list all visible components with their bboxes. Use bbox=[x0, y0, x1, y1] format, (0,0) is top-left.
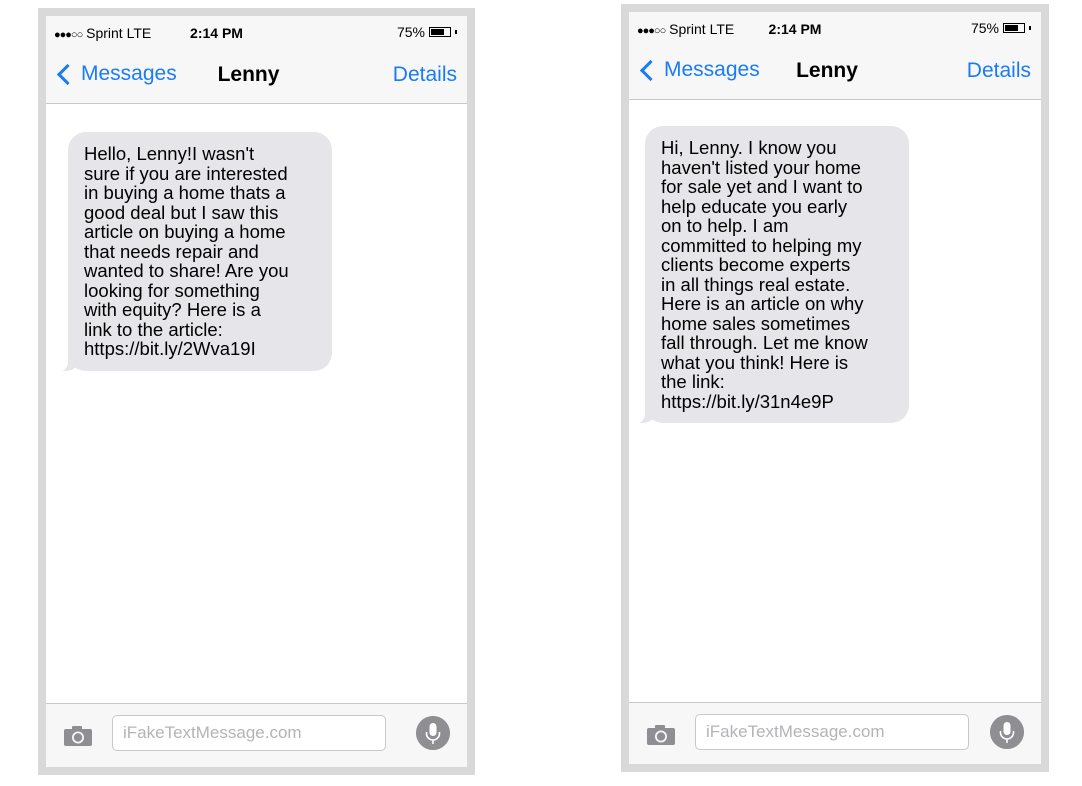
phone-screenshot-left bbox=[38, 8, 475, 775]
battery-fill bbox=[1005, 25, 1018, 31]
camera-icon[interactable] bbox=[646, 724, 676, 746]
message-input[interactable] bbox=[112, 715, 386, 751]
battery-percent: 75% bbox=[396, 24, 425, 40]
signal-dots-icon: ●●●○○ bbox=[637, 25, 666, 37]
message-screen bbox=[46, 16, 467, 767]
status-carrier-group bbox=[637, 21, 734, 37]
chevron-left-icon bbox=[640, 59, 661, 80]
battery-group bbox=[971, 20, 1031, 36]
back-label: Messages bbox=[664, 58, 760, 81]
status-bar bbox=[629, 12, 1041, 42]
message-screen bbox=[629, 12, 1041, 764]
conversation-title: Lenny bbox=[796, 59, 858, 82]
back-label: Messages bbox=[81, 62, 177, 85]
battery-percent: 75% bbox=[970, 20, 999, 36]
incoming-message-bubble bbox=[645, 126, 909, 423]
nav-bar bbox=[46, 46, 467, 104]
battery-group bbox=[397, 24, 457, 40]
nav-bar bbox=[629, 42, 1041, 100]
compose-bar bbox=[46, 703, 467, 767]
battery-tip bbox=[455, 30, 457, 34]
battery-tip bbox=[1029, 26, 1031, 30]
message-text: Hello, Lenny!I wasn't sure if you are interested in buying a home thats a good deal but I saw this article on buying a home that needs repair and wanted to share! Are you looking for something with equity? Here is a link to the article: https://bit.ly/2Wva19I bbox=[84, 143, 289, 359]
microphone-icon[interactable] bbox=[416, 716, 450, 750]
incoming-message-bubble bbox=[68, 132, 332, 371]
microphone-icon[interactable] bbox=[990, 715, 1024, 749]
carrier-label: Sprint LTE bbox=[669, 21, 735, 37]
signal-dots-icon: ●●●○○ bbox=[54, 29, 83, 41]
message-text: Hi, Lenny. I know you haven't listed your home for sale yet and I want to help educate you early on to help. I am committed to helping my clients become experts in all things real estate. Here is an article on why home sales sometimes fall through. Let me know what you think! Here is the link: https://bit.ly/31n4e9P bbox=[661, 137, 868, 412]
battery-fill bbox=[431, 29, 444, 35]
carrier-label: Sprint LTE bbox=[86, 25, 152, 41]
back-button[interactable] bbox=[56, 62, 177, 86]
status-time: 2:14 PM bbox=[768, 21, 822, 37]
battery-icon bbox=[429, 27, 451, 37]
camera-icon[interactable] bbox=[63, 725, 93, 747]
back-button[interactable] bbox=[639, 58, 760, 82]
compose-bar bbox=[629, 702, 1041, 764]
conversation-title: Lenny bbox=[217, 63, 280, 86]
message-input[interactable] bbox=[695, 714, 969, 750]
status-bar bbox=[46, 16, 467, 46]
details-button[interactable]: Details bbox=[966, 59, 1031, 82]
status-carrier-group bbox=[54, 25, 151, 41]
details-button[interactable]: Details bbox=[392, 63, 457, 86]
status-time: 2:14 PM bbox=[190, 25, 243, 41]
chevron-left-icon bbox=[57, 63, 78, 84]
phone-screenshot-right bbox=[621, 4, 1049, 772]
battery-icon bbox=[1003, 23, 1025, 33]
